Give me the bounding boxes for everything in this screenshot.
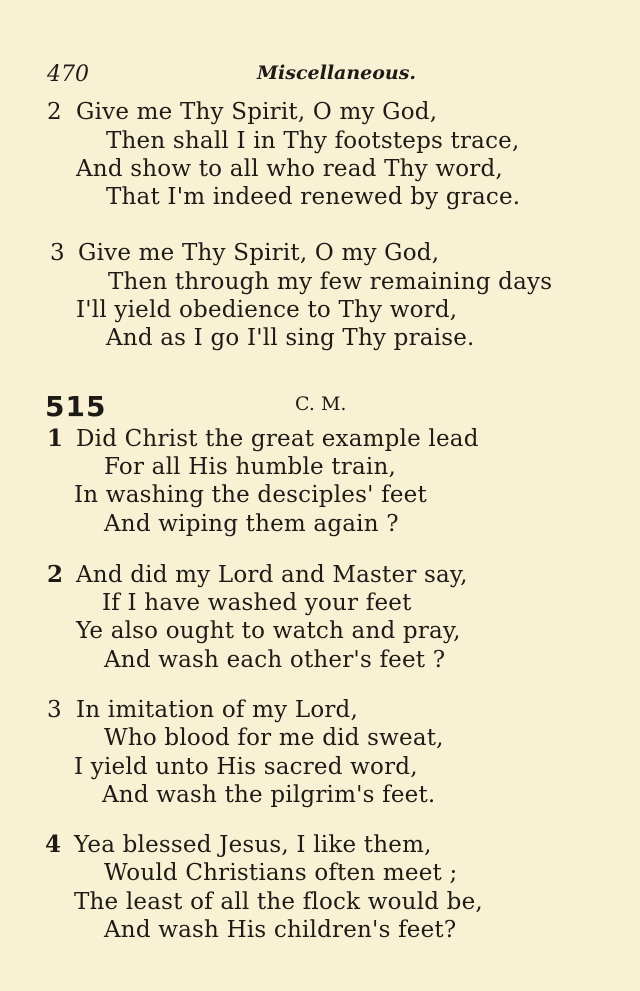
verse-line: Ye also ought to watch and pray, [76,618,461,644]
verse-line: Give me Thy Spirit, O my God, [78,240,440,266]
verse-line: For all His humble train, [104,454,396,480]
verse-line: I yield unto His sacred word, [74,754,418,780]
verse-line: Then shall I in Thy footsteps trace, [106,128,520,154]
stanza-number: 4 [45,831,62,858]
verse-line: And wash the pilgrim's feet. [102,782,436,808]
verse-line: The least of all the flock would be, [74,889,483,915]
verse-line: And show to all who read Thy word, [76,156,503,182]
verse-line: And wash each other's feet ? [104,647,446,673]
verse-line: In imitation of my Lord, [76,697,358,723]
verse-line: And as I go I'll sing Thy praise. [106,325,475,351]
verse-line: And wash His children's feet? [104,917,457,943]
verse-line: That I'm indeed renewed by grace. [106,184,521,210]
verse-line: If I have washed your feet [102,590,412,616]
stanza-number: 1 [47,425,64,452]
verse-line: And did my Lord and Master say, [76,562,468,588]
stanza-number: 2 [47,99,62,125]
verse-line: Yea blessed Jesus, I like them, [74,832,432,858]
stanza-number: 3 [50,240,65,266]
verse-line: Would Christians often meet ; [104,860,458,886]
verse-line: I'll yield obedience to Thy word, [76,297,458,323]
verse-line: Who blood for me did sweat, [104,725,444,751]
page-number: 470 [47,62,89,87]
stanza-number: 3 [47,697,62,723]
hymn-meter: C. M. [295,393,347,415]
verse-line: And wiping them again ? [104,511,399,537]
hymn-number: 515 [45,390,107,423]
verse-line: In washing the desciples' feet [74,482,427,508]
verse-line: Then through my few remaining days [108,269,553,295]
section-title: Miscellaneous. [257,62,417,84]
stanza-number: 2 [47,561,64,588]
verse-line: Give me Thy Spirit, O my God, [76,99,438,125]
verse-line: Did Christ the great example lead [76,426,479,452]
